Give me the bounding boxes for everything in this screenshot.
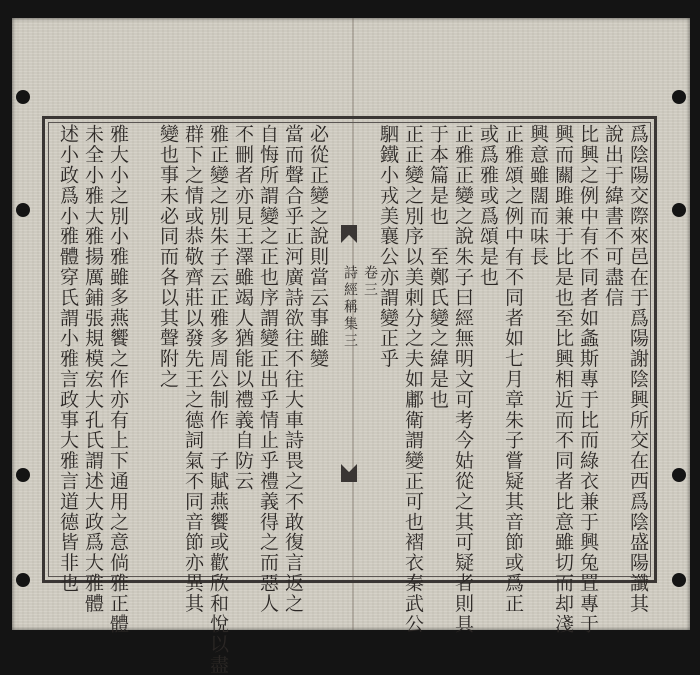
text-column: 爲陰陽交際來邑在于爲陽謝陰興所交在西爲陰盛陽讖其 <box>627 124 649 614</box>
text-column: 興意雖闊而味長 <box>527 124 549 267</box>
binding-hole <box>16 90 30 104</box>
gutter-label <box>340 265 380 372</box>
text-column: 或爲雅或爲頌是也 <box>477 124 499 288</box>
binding-hole <box>672 90 686 104</box>
text-column: 當而聲合乎正河廣詩欲往不往大車詩畏之不敢復言返之 <box>282 124 304 614</box>
text-column: 駟鐵小戎美襄公亦謂變正乎 <box>377 124 399 369</box>
text-column: 自悔所謂變之正也序謂變正出乎情止乎禮義得之而惡人 <box>257 124 279 614</box>
center-gutter <box>334 119 378 579</box>
text-column: 未全小雅大雅揚厲鋪張規模宏大孔氏謂述大政爲大雅體 <box>82 124 104 614</box>
text-column: 于本篇是也 至鄭氏變之緯是也 <box>427 124 449 410</box>
text-column: 雅正變之別朱子云正雅多周公制作 子賦燕饗或歡欣和悅以盡 <box>207 124 229 675</box>
text-column: 說出于緯書不可盡信 <box>602 124 624 308</box>
book-title-label: 詩經稱集三 <box>342 265 358 350</box>
fish-tail-mark <box>341 464 357 482</box>
text-column: 不刪者亦見王澤雖竭人猶能以禮義自防云 <box>232 124 254 492</box>
text-column: 興而關雎兼于比是也至比興相近而不同者比意雖切而却淺 <box>552 124 574 634</box>
binding-hole <box>672 203 686 217</box>
text-column: 正雅正變之說朱子曰經無明文可考今姑從之其可疑者則具 <box>452 124 474 634</box>
binding-hole <box>672 468 686 482</box>
text-column: 正正變之別序以美刺分之夫如鄘衛謂變正可也褶衣秦武公 <box>402 124 424 634</box>
text-column: 群下之情或恭敬齊莊以發先王之德詞氣不同音節亦異其 <box>182 124 204 614</box>
text-column: 正雅頌之例中有不同者如七月章朱子嘗疑其音節或爲正 <box>502 124 524 614</box>
text-column: 雅大小之別小雅雖多燕饗之作亦有上下通用之意倘雅正體 <box>107 124 129 634</box>
fish-tail-mark <box>341 225 357 243</box>
text-column: 比興之例中有不同者如螽斯專于比而綠衣兼于興兔罝專于 <box>577 124 599 634</box>
volume-label: 卷三 <box>362 265 378 299</box>
binding-hole <box>16 203 30 217</box>
binding-hole <box>672 573 686 587</box>
text-column: 變也事未必同而各以其聲附之 <box>157 124 179 390</box>
binding-hole <box>16 573 30 587</box>
text-column: 述小政爲小雅體穿氏謂小雅言政事大雅言道德皆非也 <box>57 124 79 594</box>
binding-hole <box>16 468 30 482</box>
text-column: 必從正變之說則當云事雖變 <box>307 124 329 369</box>
